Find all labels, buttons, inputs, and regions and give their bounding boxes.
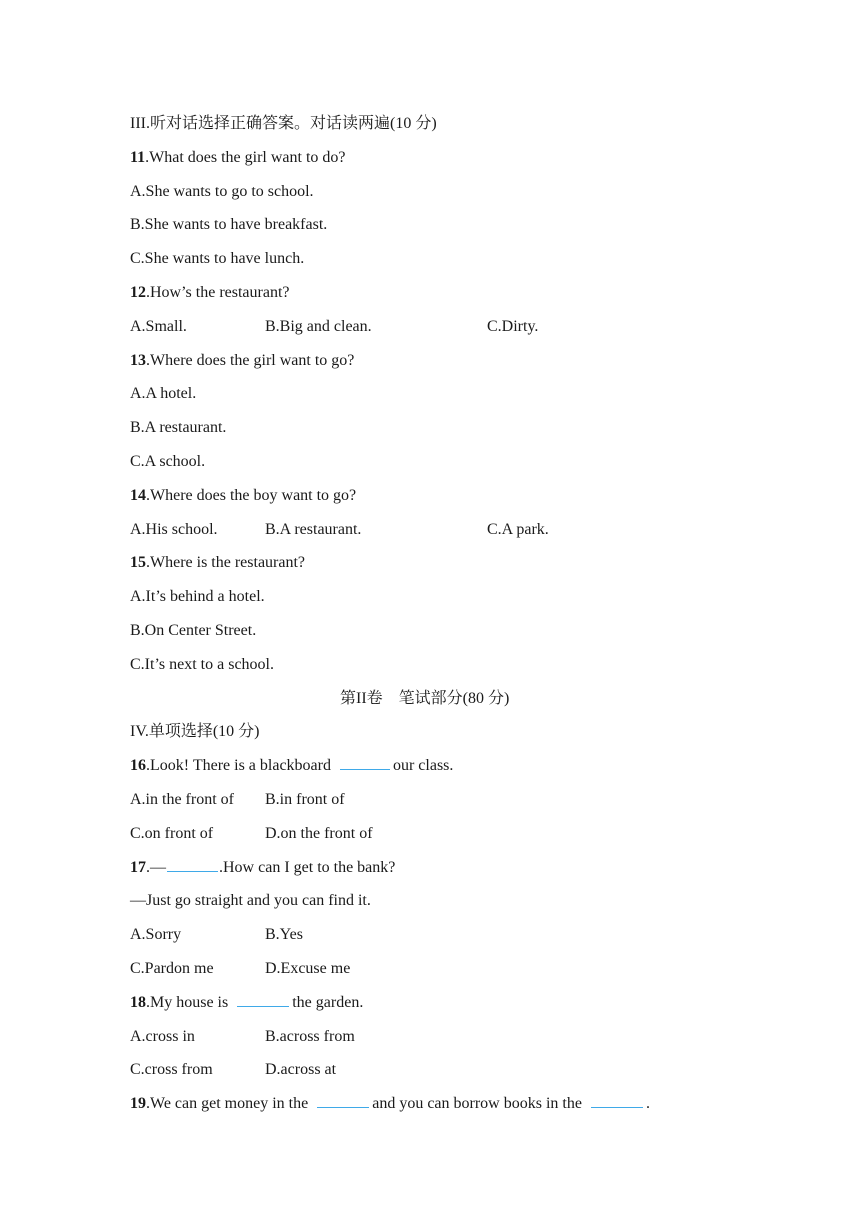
question-number: 13 bbox=[130, 351, 146, 369]
option-a: A.Small. bbox=[130, 317, 187, 335]
question-text-after: our class. bbox=[392, 757, 454, 775]
question-16 bbox=[130, 749, 730, 783]
question-number: 18 bbox=[130, 993, 146, 1011]
option-c: C.A school. bbox=[130, 452, 206, 470]
question-text-after: . bbox=[645, 1095, 650, 1113]
question-text: .We can get money in the bbox=[146, 1095, 309, 1113]
option-a: A.cross in bbox=[130, 1027, 195, 1045]
question-number: 14 bbox=[130, 486, 146, 504]
question-18 bbox=[130, 986, 730, 1020]
question-text: .What does the girl want to do? bbox=[145, 148, 346, 166]
question-19 bbox=[130, 1087, 730, 1121]
answer-blank-2 bbox=[591, 1093, 643, 1108]
option-c: C.She wants to have lunch. bbox=[130, 250, 305, 268]
question-text: .Where is the restaurant? bbox=[146, 554, 306, 572]
question-text-middle: and you can borrow books in the bbox=[372, 1095, 582, 1113]
dialogue-reply: —Just go straight and you can find it. bbox=[130, 892, 371, 910]
answer-blank bbox=[237, 992, 289, 1007]
options-row bbox=[130, 918, 730, 952]
options-row bbox=[130, 783, 730, 817]
option-b: B.On Center Street. bbox=[130, 621, 257, 639]
answer-blank bbox=[167, 857, 218, 872]
question-text: .Where does the boy want to go? bbox=[146, 486, 357, 504]
option-c: C.cross from bbox=[130, 1061, 213, 1079]
question-text-after: .How can I get to the bank? bbox=[219, 858, 396, 876]
options-row bbox=[130, 952, 730, 986]
option-c: C.It’s next to a school. bbox=[130, 655, 274, 673]
question-text: .Where does the girl want to go? bbox=[146, 351, 355, 369]
option-b: B.Yes bbox=[265, 926, 303, 944]
option-a: A.She wants to go to school. bbox=[130, 182, 314, 200]
question-12 bbox=[130, 276, 730, 310]
question-number: 19 bbox=[130, 1095, 146, 1113]
option-d: D.Excuse me bbox=[265, 959, 351, 977]
question-number: 17 bbox=[130, 858, 146, 876]
question-text: .— bbox=[146, 858, 166, 876]
question-number: 15 bbox=[130, 554, 146, 572]
option-d: D.across at bbox=[265, 1061, 337, 1079]
exam-page bbox=[130, 107, 730, 1121]
option-b: B.A restaurant. bbox=[130, 419, 227, 437]
section-4-heading: IV.单项选择(10 分) bbox=[130, 723, 260, 741]
answer-blank-1 bbox=[317, 1093, 369, 1108]
question-17 bbox=[130, 851, 730, 885]
question-number: 11 bbox=[130, 148, 146, 166]
question-text: .My house is bbox=[146, 993, 229, 1011]
question-11 bbox=[130, 141, 730, 175]
option-b: B.in front of bbox=[265, 790, 345, 808]
question-15 bbox=[130, 546, 730, 580]
option-c: C.Pardon me bbox=[130, 959, 214, 977]
option-a: A.A hotel. bbox=[130, 385, 197, 403]
option-c: C.A park. bbox=[487, 520, 549, 538]
option-a: A.His school. bbox=[130, 520, 218, 538]
question-number: 12 bbox=[130, 283, 146, 301]
answer-blank bbox=[340, 755, 390, 770]
option-b: B.A restaurant. bbox=[265, 520, 362, 538]
option-b: B.She wants to have breakfast. bbox=[130, 216, 328, 234]
option-b: B.Big and clean. bbox=[265, 317, 372, 335]
option-c: C.on front of bbox=[130, 824, 214, 842]
part-2-title: 第II卷 笔试部分(80 分) bbox=[340, 689, 510, 707]
options-row bbox=[130, 817, 730, 851]
section-3-heading: III.听对话选择正确答案。对话读两遍(10 分) bbox=[130, 115, 437, 132]
options-row bbox=[130, 1053, 730, 1087]
option-d: D.on the front of bbox=[265, 824, 373, 842]
option-a: A.It’s behind a hotel. bbox=[130, 588, 265, 606]
question-text: .How’s the restaurant? bbox=[146, 283, 290, 301]
question-13 bbox=[130, 344, 730, 378]
option-c: C.Dirty. bbox=[487, 317, 539, 335]
option-b: B.across from bbox=[265, 1027, 355, 1045]
option-a: A.in the front of bbox=[130, 790, 234, 808]
option-a: A.Sorry bbox=[130, 926, 182, 944]
options-row bbox=[130, 513, 730, 547]
question-14 bbox=[130, 479, 730, 513]
part-2-title-row bbox=[130, 682, 730, 716]
question-text: .Look! There is a blackboard bbox=[146, 757, 331, 775]
question-number: 16 bbox=[130, 757, 146, 775]
options-row bbox=[130, 1020, 730, 1054]
options-row bbox=[130, 310, 730, 344]
question-text-after: the garden. bbox=[292, 993, 364, 1011]
